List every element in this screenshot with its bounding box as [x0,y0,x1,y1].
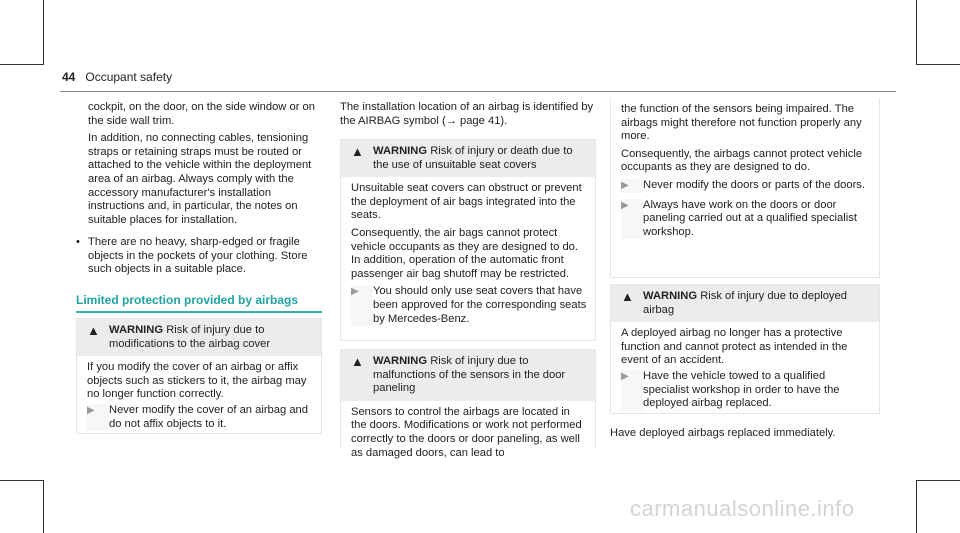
warning-box-continued [610,98,880,278]
warning-label: WARNING [643,290,698,302]
arrow-icon: ▶ [87,404,109,431]
warning-box [76,318,322,434]
warning-label: WARNING [109,324,164,336]
warning-body: If you modify the cover of an airbag or affix objects such as stickers to it, the airbag may no longer function correctly. [87,361,307,401]
warning-title: Risk of injury due to modifications to the airbag cover [109,324,271,350]
warning-icon: ▲ [351,354,364,369]
crop-mark [916,480,917,533]
step-text: Always have work on the doors or door paneling carried out at a qualified specialist workshop. [643,198,857,238]
warning-icon: ▲ [351,144,364,159]
crop-mark [916,64,960,65]
warning-icon: ▲ [621,289,634,304]
arrow-icon: ▶ [621,199,643,240]
section-heading: Limited protection provided by airbags [76,294,322,313]
crop-mark [0,480,44,481]
crop-mark [43,0,44,64]
warning-icon: ▲ [87,323,100,338]
bullet-item [76,236,324,277]
warning-label: WARNING [373,355,428,367]
page-number: 44 [62,70,76,84]
warning-label: WARNING [373,145,428,157]
warning-body: Consequently, the air bags cannot protect vehicle occupants as they are designed to do. In addition, operation of the automatic front passenger air bag shutoff may be restricted. [351,226,579,280]
warning-body: Unsuitable seat covers can obstruct or prevent the deployment of air bags integrated into the seats. [351,182,582,222]
warning-title: Risk of injury due to malfunctions of the sensors in the door paneling [373,355,566,395]
step-text: Never modify the cover of an airbag and do not affix objects to it. [109,403,308,430]
arrow-icon: ▶ [621,179,643,193]
header-rule [60,91,896,92]
paragraph: cockpit, on the door, on the side window or on the side wall trim. [88,101,315,127]
crop-mark [0,64,44,65]
bullet-text: There are no heavy, sharp-edged or fragile objects in the pockets of your clothing. Store such objects in a suitable place. [88,236,308,276]
warning-body: A deployed airbag no longer has a protective function and cannot protect as intended in the event of an accident. [621,327,848,367]
watermark: carmanualsonline.info [630,496,855,521]
column-1-text [88,101,324,231]
paragraph: In addition, no connecting cables, tensioning straps or retaining straps must be routed or attached to the vehicle within the deployment area of an airbag. Always comply with the accessory manufacturer's installation instructions and, in particular, the notes on suitable places for installation. [88,132,312,226]
crop-mark [916,480,960,481]
warning-title: Risk of injury due to deployed airbag [643,290,847,316]
warning-title: Risk of injury or death due to the use of unsuitable seat covers [373,145,573,171]
warning-body: Consequently, the airbags cannot protect vehicle occupants as they are designed to do. [621,147,863,174]
arrow-icon: ▶ [621,370,643,411]
warning-box [340,349,596,459]
warning-body: Sensors to control the airbags are located in the doors. Modifications or work not performed correctly to the doors or door paneling, as well as damaged doors, can lead to [351,405,582,459]
step-text: Never modify the doors or parts of the doors. [643,178,865,191]
arrow-icon: ▶ [351,285,373,326]
page-header [62,71,172,85]
step-text: Have the vehicle towed to a qualified specialist workshop in order to have the deployed airbag replaced. [643,369,840,410]
crop-mark [43,480,44,533]
warning-box [340,139,596,341]
step-text: You should only use seat covers that have been approved for the corresponding seats by Mercedes-Benz. [373,285,587,325]
bullet-icon: • [76,236,80,248]
crop-mark [916,0,917,64]
warning-body: the function of the sensors being impaired. The airbags might therefore not function properly any more. [621,103,862,143]
intro-text: The installation location of an airbag is identified by the AIRBAG symbol (→ page 41). [340,101,594,127]
closing-text: Have deployed airbags replaced immediately. [610,427,836,439]
section-title: Occupant safety [85,70,173,84]
warning-box [610,284,880,414]
